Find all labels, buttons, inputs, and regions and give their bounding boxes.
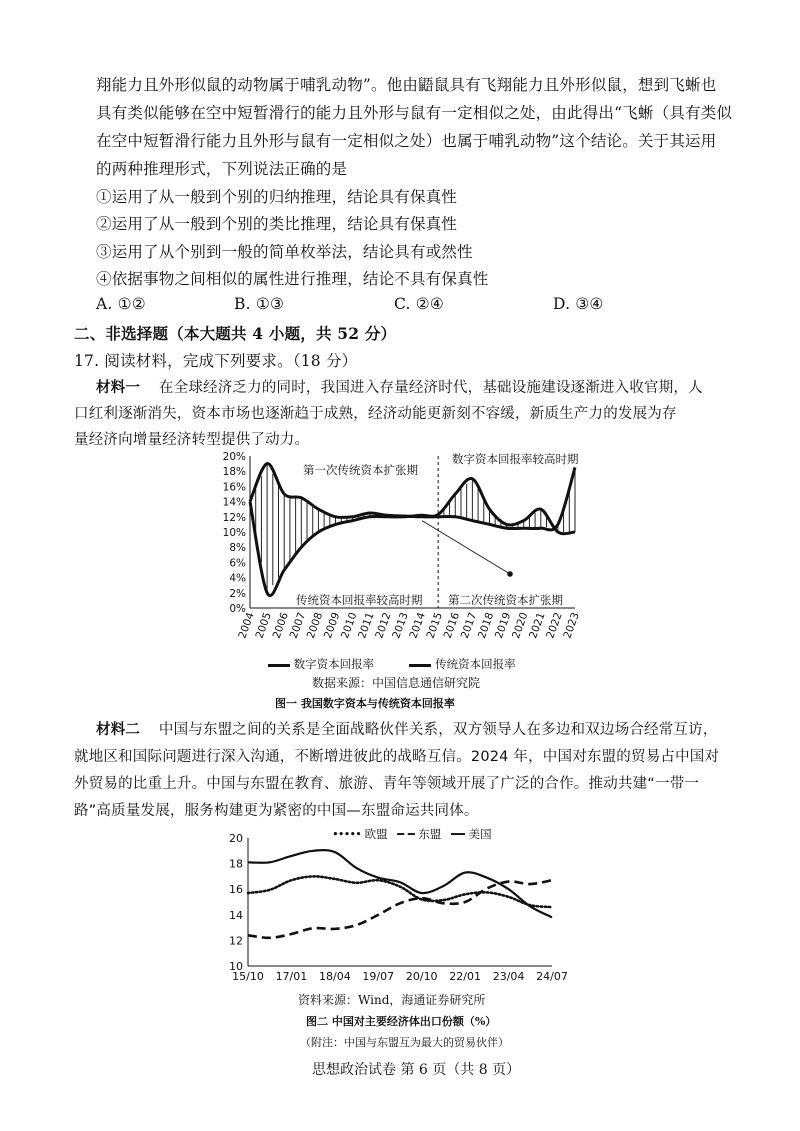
fig1-leader-dot xyxy=(507,571,513,577)
material2-line-1 xyxy=(96,718,718,739)
fig1-x-tick: 2007 xyxy=(287,610,309,641)
q16-statement-4: ④依据事物之间相似的属性进行推理，结论不具有保真性 xyxy=(96,270,489,288)
fig1-annotation-top-left: 第一次传统资本扩张期 xyxy=(303,463,418,477)
fig1-x-tick: 2011 xyxy=(356,610,377,641)
fig1-caption: 图一 我国数字资本与传统资本回报率 xyxy=(275,697,455,710)
fig1-x-tick: 2014 xyxy=(407,610,428,641)
fig2-y-tick: 18 xyxy=(229,857,243,871)
q16-line-1: 翔能力且外形似鼠的动物属于哺乳动物”。他由鼯鼠具有飞翔能力且外形似鼠，想到飞蜥也 xyxy=(96,76,717,94)
fig1-x-tick: 2020 xyxy=(510,610,531,641)
legend-us-mark: ━━ xyxy=(451,827,465,841)
page-footer: 思想政治试卷 第 6 页（共 8 页） xyxy=(312,1062,521,1078)
option-a[interactable]: A. ①② xyxy=(96,295,146,313)
q16-statement-1: ①运用了从一般到个别的归纳推理，结论具有保真性 xyxy=(96,188,458,206)
fig1-y-tick: 8% xyxy=(229,542,246,555)
fig1-x-tick: 2005 xyxy=(253,610,274,641)
q16-statement-2: ②运用了从一般到个别的类比推理，结论具有保真性 xyxy=(96,215,458,233)
fig2-y-tick: 20 xyxy=(229,832,243,845)
material1-text-1: 在全球经济乏力的同时，我国进入存量经济时代，基础设施建设逐渐进入收官期，人 xyxy=(158,380,703,396)
q16-line-2: 具有类似能够在空中短暂滑行的能力且外形与鼠有一定相似之处，由此得出“飞蜥（具有类似 xyxy=(96,104,733,122)
fig1-y-tick: 2% xyxy=(229,587,246,600)
fig2-x-tick: 23/04 xyxy=(492,970,525,983)
fig1-y-tick: 10% xyxy=(222,527,246,539)
fig1-x-tick: 2015 xyxy=(424,610,445,641)
fig2-x-tick: 15/10 xyxy=(232,970,264,983)
option-b[interactable]: B. ①③ xyxy=(234,295,285,313)
fig2-x-tick: 24/07 xyxy=(536,970,568,983)
fig1-y-tick: 16% xyxy=(222,481,246,494)
fig2-caption: 图二 中国对主要经济体出口份额（%） xyxy=(306,1015,497,1028)
legend-label-digital: 数字资本回报率 xyxy=(293,657,375,671)
fig1-legend xyxy=(268,656,516,672)
fig2-note: （附注：中国与东盟互为最大的贸易伙伴） xyxy=(300,1036,509,1049)
fig1-x-tick: 2022 xyxy=(544,610,565,641)
material2-line-2: 就地区和国际问题进行深入沟通，不断增进彼此的战略互信。2024 年，中国对东盟的贸易占中国对 xyxy=(74,749,720,765)
legend-eu-label: 欧盟 xyxy=(364,827,388,841)
fig2-x-tick: 20/10 xyxy=(405,970,438,983)
q17-stem: 17. 阅读材料，完成下列要求。（18 分） xyxy=(74,352,358,370)
fig1-x-tick: 2016 xyxy=(441,610,463,641)
fig2-y-tick: 16 xyxy=(229,883,243,897)
option-d[interactable]: D. ③④ xyxy=(553,295,604,313)
fig2-x-tick: 22/01 xyxy=(449,970,481,983)
fig1-x-tick: 2006 xyxy=(270,610,292,641)
fig1-y-tick: 4% xyxy=(229,572,246,585)
material1-line-2: 口红利逐渐消失，资本市场也逐渐趋于成熟，经济动能更新刻不容缓，新质生产力的发展为存 xyxy=(74,406,677,422)
figure2-chart xyxy=(222,832,582,990)
legend-asean-mark: ━ ━ xyxy=(397,827,415,841)
material1-line-3: 量经济向增量经济转型提供了动力。 xyxy=(74,432,310,448)
q16-line-3: 在空中短暂滑行能力且外形与鼠有一定相似之处）也属于哺乳动物”这个结论。关于其运用 xyxy=(96,132,717,150)
figure1-chart xyxy=(210,448,590,668)
fig2-series-us xyxy=(248,850,552,917)
q16-line-4: 的两种推理形式，下列说法正确的是 xyxy=(96,160,348,178)
fig2-x-tick: 18/04 xyxy=(319,970,351,983)
material2-text-1: 中国与东盟之间的关系是全面战略伙伴关系，双方领导人在多边和双边场合经常互访， xyxy=(158,722,718,738)
legend-eu-mark: ••••• xyxy=(332,827,361,841)
legend-asean-label: 东盟 xyxy=(418,827,442,841)
option-c[interactable]: C. ②④ xyxy=(394,295,444,313)
fig1-y-tick: 0% xyxy=(229,603,246,615)
fig1-y-tick: 18% xyxy=(222,466,246,479)
fig1-annotation-bottom-right: 第二次传统资本扩张期 xyxy=(448,593,563,607)
fig1-x-tick: 2010 xyxy=(339,610,360,641)
legend-us-label: 美国 xyxy=(468,827,492,841)
material1-label: 材料一 xyxy=(96,380,141,396)
legend-line-digital xyxy=(268,664,290,667)
fig2-x-tick: 17/01 xyxy=(275,970,308,983)
legend-label-traditional: 传统资本回报率 xyxy=(435,657,516,671)
fig2-x-tick: 19/07 xyxy=(362,970,395,983)
fig1-source: 数据来源：中国信息通信研究院 xyxy=(312,676,481,690)
fig1-y-tick: 20% xyxy=(222,451,246,463)
material1-line-1 xyxy=(96,376,703,397)
material2-line-4: 路”高质量发展，服务构建更为紧密的中国—东盟命运共同体。 xyxy=(74,803,479,819)
fig1-y-tick: 6% xyxy=(229,557,246,570)
fig1-x-tick: 2023 xyxy=(561,610,582,641)
legend-line-traditional xyxy=(409,664,431,667)
fig1-leader xyxy=(422,521,510,574)
fig2-y-tick: 10 xyxy=(229,960,243,973)
fig1-x-tick: 2021 xyxy=(527,610,548,641)
fig1-x-tick: 2004 xyxy=(236,610,257,641)
fig1-x-tick: 2009 xyxy=(321,610,343,641)
fig1-x-tick: 2013 xyxy=(390,610,411,641)
fig1-x-tick: 2012 xyxy=(373,610,394,641)
fig1-annotation-top-right: 数字资本回报率较高时期 xyxy=(452,452,579,466)
fig1-y-tick: 14% xyxy=(222,496,246,509)
q16-statement-3: ③运用了从个别到一般的简单枚举法，结论具有或然性 xyxy=(96,243,473,261)
fig2-y-tick: 12 xyxy=(229,934,243,948)
fig2-y-tick: 14 xyxy=(229,908,243,922)
fig1-x-tick: 2018 xyxy=(475,610,497,641)
fig1-x-tick: 2019 xyxy=(492,610,514,641)
section-heading: 二、非选择题（本大题共 4 小题，共 52 分） xyxy=(74,324,397,343)
fig1-annotation-bottom-left: 传统资本回报率较高时期 xyxy=(296,593,423,607)
fig2-source: 资料来源：Wind，海通证券研究所 xyxy=(298,993,486,1007)
material2-line-3: 外贸易的比重上升。中国与东盟在教育、旅游、青年等领域开展了广泛的合作。推动共建“一带一 xyxy=(74,776,700,792)
fig1-y-tick: 12% xyxy=(222,511,246,524)
material2-label: 材料二 xyxy=(96,722,141,738)
fig1-x-tick: 2008 xyxy=(304,610,326,641)
fig1-x-tick: 2017 xyxy=(458,610,480,641)
